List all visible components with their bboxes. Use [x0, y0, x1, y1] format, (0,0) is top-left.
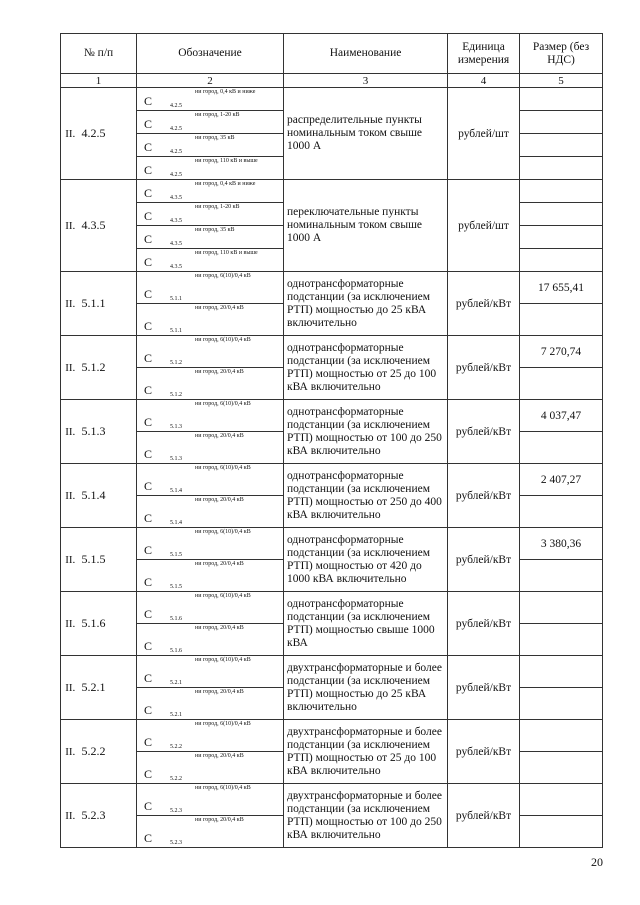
column-number: 3 [284, 74, 448, 88]
unit-cell: рублей/шт [448, 88, 520, 180]
designation-cell [137, 720, 284, 752]
designation-superscript: ни город, 20/0,4 кВ [195, 625, 244, 631]
unit-cell: рублей/кВт [448, 272, 520, 336]
table-row [61, 656, 603, 688]
column-number: 1 [61, 74, 137, 88]
designation-superscript: ни город, 20/0,4 кВ [195, 433, 244, 439]
designation-cell [137, 249, 284, 272]
section-cell: II. [61, 400, 80, 464]
table-row [61, 180, 603, 203]
designation-superscript: ни город, 1-20 кВ [195, 204, 240, 210]
point-cell: 5.2.2 [80, 720, 137, 784]
name-cell: переключательные пункты номинальным током свыше 1000 А [284, 180, 448, 272]
unit-cell: рублей/кВт [448, 784, 520, 848]
table-body [61, 88, 603, 848]
value-cell [520, 496, 603, 528]
designation-letter: С [144, 94, 153, 108]
name-cell: однотрансформаторные подстанции (за исключением РТП) мощностью от 420 до 1000 кВА включительно [284, 528, 448, 592]
designation-cell [137, 752, 284, 784]
designation-cell [137, 464, 284, 496]
column-number: 4 [448, 74, 520, 88]
designation-cell [137, 226, 284, 249]
designation-cell [137, 496, 284, 528]
table-row [61, 592, 603, 624]
value-cell [520, 134, 603, 157]
name-cell: двухтрансформаторные и более подстанции (за исключением РТП) мощностью от 100 до 250 кВА включительно [284, 784, 448, 848]
designation-letter: С [144, 735, 153, 749]
point-cell: 5.2.3 [80, 784, 137, 848]
designation-letter: С [144, 831, 153, 845]
designation-subscript: 5.2.3 [170, 840, 183, 846]
designation-letter: С [144, 255, 153, 269]
name-cell: однотрансформаторные подстанции (за исключением РТП) мощностью от 100 до 250 кВА включительно [284, 400, 448, 464]
unit-cell: рублей/шт [448, 180, 520, 272]
designation-superscript: ни город, 20/0,4 кВ [195, 497, 244, 503]
designation-subscript: 5.1.3 [170, 456, 183, 462]
value-cell [520, 752, 603, 784]
point-cell: 5.1.1 [80, 272, 137, 336]
value-cell [520, 249, 603, 272]
value-cell [520, 688, 603, 720]
designation-superscript: ни город, 0,4 кВ и ниже [195, 89, 256, 95]
designation-cell [137, 336, 284, 368]
value-cell: 7 270,74 [520, 336, 603, 368]
value-cell [520, 111, 603, 134]
point-cell: 4.2.5 [80, 88, 137, 180]
designation-letter: С [144, 351, 153, 365]
value-cell: 17 655,41 [520, 272, 603, 304]
designation-superscript: ни город, 6(10)/0,4 кВ [195, 529, 251, 535]
section-cell: II. [61, 592, 80, 656]
unit-cell: рублей/кВт [448, 656, 520, 720]
designation-letter: С [144, 186, 153, 200]
value-cell [520, 784, 603, 816]
designation-cell [137, 528, 284, 560]
designation-superscript: ни город, 20/0,4 кВ [195, 561, 244, 567]
designation-subscript: 5.1.1 [170, 328, 183, 334]
designation-letter: С [144, 639, 153, 653]
value-cell [520, 368, 603, 400]
section-cell: II. [61, 656, 80, 720]
value-cell [520, 226, 603, 249]
designation-cell [137, 592, 284, 624]
table-row [61, 528, 603, 560]
designation-subscript: 5.2.1 [170, 680, 183, 686]
designation-subscript: 4.3.5 [170, 218, 183, 224]
designation-letter: С [144, 383, 153, 397]
section-cell: II. [61, 336, 80, 400]
unit-cell: рублей/кВт [448, 464, 520, 528]
designation-subscript: 5.1.4 [170, 488, 183, 494]
designation-cell [137, 624, 284, 656]
designation-letter: С [144, 140, 153, 154]
designation-subscript: 4.3.5 [170, 241, 183, 247]
designation-letter: С [144, 447, 153, 461]
table-row [61, 720, 603, 752]
table-row [61, 336, 603, 368]
designation-letter: С [144, 479, 153, 493]
designation-superscript: ни город, 6(10)/0,4 кВ [195, 401, 251, 407]
section-cell: II. [61, 180, 80, 272]
designation-subscript: 4.2.5 [170, 172, 183, 178]
name-cell: двухтрансформаторные и более подстанции (за исключением РТП) мощностью до 25 кВА включительно [284, 656, 448, 720]
designation-superscript: ни город, 0,4 кВ и ниже [195, 181, 256, 187]
designation-subscript: 5.1.2 [170, 360, 183, 366]
name-cell: однотрансформаторные подстанции (за исключением РТП) мощностью от 250 до 400 кВА включительно [284, 464, 448, 528]
designation-letter: С [144, 163, 153, 177]
point-cell: 5.2.1 [80, 656, 137, 720]
name-cell: однотрансформаторные подстанции (за исключением РТП) мощностью от 25 до 100 кВА включительно [284, 336, 448, 400]
designation-cell [137, 688, 284, 720]
designation-letter: С [144, 415, 153, 429]
designation-superscript: ни город, 6(10)/0,4 кВ [195, 465, 251, 471]
designation-letter: С [144, 575, 153, 589]
designation-subscript: 4.2.5 [170, 103, 183, 109]
designation-superscript: ни город, 20/0,4 кВ [195, 753, 244, 759]
value-cell [520, 203, 603, 226]
section-cell: II. [61, 272, 80, 336]
point-cell: 5.1.6 [80, 592, 137, 656]
designation-cell [137, 111, 284, 134]
point-cell: 4.3.5 [80, 180, 137, 272]
unit-cell: рублей/кВт [448, 336, 520, 400]
name-cell: однотрансформаторные подстанции (за исключением РТП) мощностью до 25 кВА включительно [284, 272, 448, 336]
value-cell [520, 157, 603, 180]
value-cell [520, 656, 603, 688]
designation-superscript: ни город, 35 кВ [195, 135, 235, 141]
table-row [61, 464, 603, 496]
designation-cell [137, 304, 284, 336]
designation-superscript: ни город, 110 кВ и выше [195, 158, 258, 164]
header-unit: Единица измерения [448, 34, 520, 74]
header-size: Размер (без НДС) [520, 34, 603, 74]
designation-subscript: 5.1.3 [170, 424, 183, 430]
designation-letter: С [144, 767, 153, 781]
designation-superscript: ни город, 35 кВ [195, 227, 235, 233]
designation-cell [137, 816, 284, 848]
header-name: Наименование [284, 34, 448, 74]
designation-cell [137, 368, 284, 400]
designation-superscript: ни город, 110 кВ и выше [195, 250, 258, 256]
designation-subscript: 5.1.5 [170, 584, 183, 590]
designation-cell [137, 88, 284, 111]
designation-letter: С [144, 703, 153, 717]
designation-subscript: 5.2.2 [170, 744, 183, 750]
section-cell: II. [61, 528, 80, 592]
value-cell [520, 432, 603, 464]
name-cell: двухтрансформаторные и более подстанции (за исключением РТП) мощностью от 25 до 100 кВА включительно [284, 720, 448, 784]
designation-cell [137, 180, 284, 203]
point-cell: 5.1.4 [80, 464, 137, 528]
designation-cell [137, 400, 284, 432]
value-cell [520, 592, 603, 624]
designation-cell [137, 784, 284, 816]
designation-letter: С [144, 319, 153, 333]
point-cell: 5.1.3 [80, 400, 137, 464]
value-cell: 3 380,36 [520, 528, 603, 560]
column-numbers-row [61, 74, 603, 88]
section-cell: II. [61, 464, 80, 528]
header-designation: Обозначение [137, 34, 284, 74]
header-row [61, 34, 603, 74]
designation-cell [137, 272, 284, 304]
designation-superscript: ни город, 6(10)/0,4 кВ [195, 657, 251, 663]
designation-letter: С [144, 287, 153, 301]
designation-superscript: ни город, 6(10)/0,4 кВ [195, 337, 251, 343]
designation-superscript: ни город, 6(10)/0,4 кВ [195, 785, 251, 791]
value-cell [520, 720, 603, 752]
point-cell: 5.1.5 [80, 528, 137, 592]
value-cell [520, 624, 603, 656]
section-cell: II. [61, 784, 80, 848]
designation-superscript: ни город, 6(10)/0,4 кВ [195, 273, 251, 279]
value-cell [520, 180, 603, 203]
designation-letter: С [144, 232, 153, 246]
designation-subscript: 4.2.5 [170, 126, 183, 132]
designation-subscript: 5.1.2 [170, 392, 183, 398]
designation-letter: С [144, 209, 153, 223]
header-num: № п/п [61, 34, 137, 74]
section-cell: II. [61, 88, 80, 180]
designation-subscript: 5.1.1 [170, 296, 183, 302]
unit-cell: рублей/кВт [448, 720, 520, 784]
value-cell [520, 816, 603, 848]
page-number: 20 [591, 855, 603, 869]
designation-superscript: ни город, 6(10)/0,4 кВ [195, 593, 251, 599]
section-cell: II. [61, 720, 80, 784]
point-cell: 5.1.2 [80, 336, 137, 400]
designation-superscript: ни город, 20/0,4 кВ [195, 369, 244, 375]
designation-subscript: 5.1.4 [170, 520, 183, 526]
table-row [61, 88, 603, 111]
designation-superscript: ни город, 1-20 кВ [195, 112, 240, 118]
designation-letter: С [144, 607, 153, 621]
document-page [60, 33, 602, 848]
designation-letter: С [144, 511, 153, 525]
designation-cell [137, 432, 284, 464]
name-cell: распределительные пункты номинальным током свыше 1000 А [284, 88, 448, 180]
unit-cell: рублей/кВт [448, 592, 520, 656]
designation-subscript: 5.2.2 [170, 776, 183, 782]
designation-subscript: 4.3.5 [170, 264, 183, 270]
table-row [61, 272, 603, 304]
column-number: 5 [520, 74, 603, 88]
unit-cell: рублей/кВт [448, 528, 520, 592]
designation-subscript: 4.3.5 [170, 195, 183, 201]
designation-cell [137, 134, 284, 157]
value-cell [520, 560, 603, 592]
designation-subscript: 5.1.6 [170, 616, 183, 622]
designation-subscript: 5.2.1 [170, 712, 183, 718]
value-cell [520, 88, 603, 111]
designation-cell [137, 203, 284, 226]
designation-letter: С [144, 543, 153, 557]
designation-letter: С [144, 799, 153, 813]
name-cell: однотрансформаторные подстанции (за исключением РТП) мощностью свыше 1000 кВА [284, 592, 448, 656]
designation-subscript: 5.1.6 [170, 648, 183, 654]
unit-cell: рублей/кВт [448, 400, 520, 464]
designation-cell [137, 656, 284, 688]
designation-superscript: ни город, 20/0,4 кВ [195, 817, 244, 823]
designation-letter: С [144, 117, 153, 131]
designation-cell [137, 157, 284, 180]
designation-superscript: ни город, 20/0,4 кВ [195, 689, 244, 695]
tariff-table [60, 33, 603, 848]
value-cell: 2 407,27 [520, 464, 603, 496]
table-row [61, 784, 603, 816]
value-cell [520, 304, 603, 336]
value-cell: 4 037,47 [520, 400, 603, 432]
designation-superscript: ни город, 6(10)/0,4 кВ [195, 721, 251, 727]
designation-subscript: 5.2.3 [170, 808, 183, 814]
column-number: 2 [137, 74, 284, 88]
designation-letter: С [144, 671, 153, 685]
designation-cell [137, 560, 284, 592]
designation-superscript: ни город, 20/0,4 кВ [195, 305, 244, 311]
designation-subscript: 5.1.5 [170, 552, 183, 558]
designation-subscript: 4.2.5 [170, 149, 183, 155]
table-row [61, 400, 603, 432]
